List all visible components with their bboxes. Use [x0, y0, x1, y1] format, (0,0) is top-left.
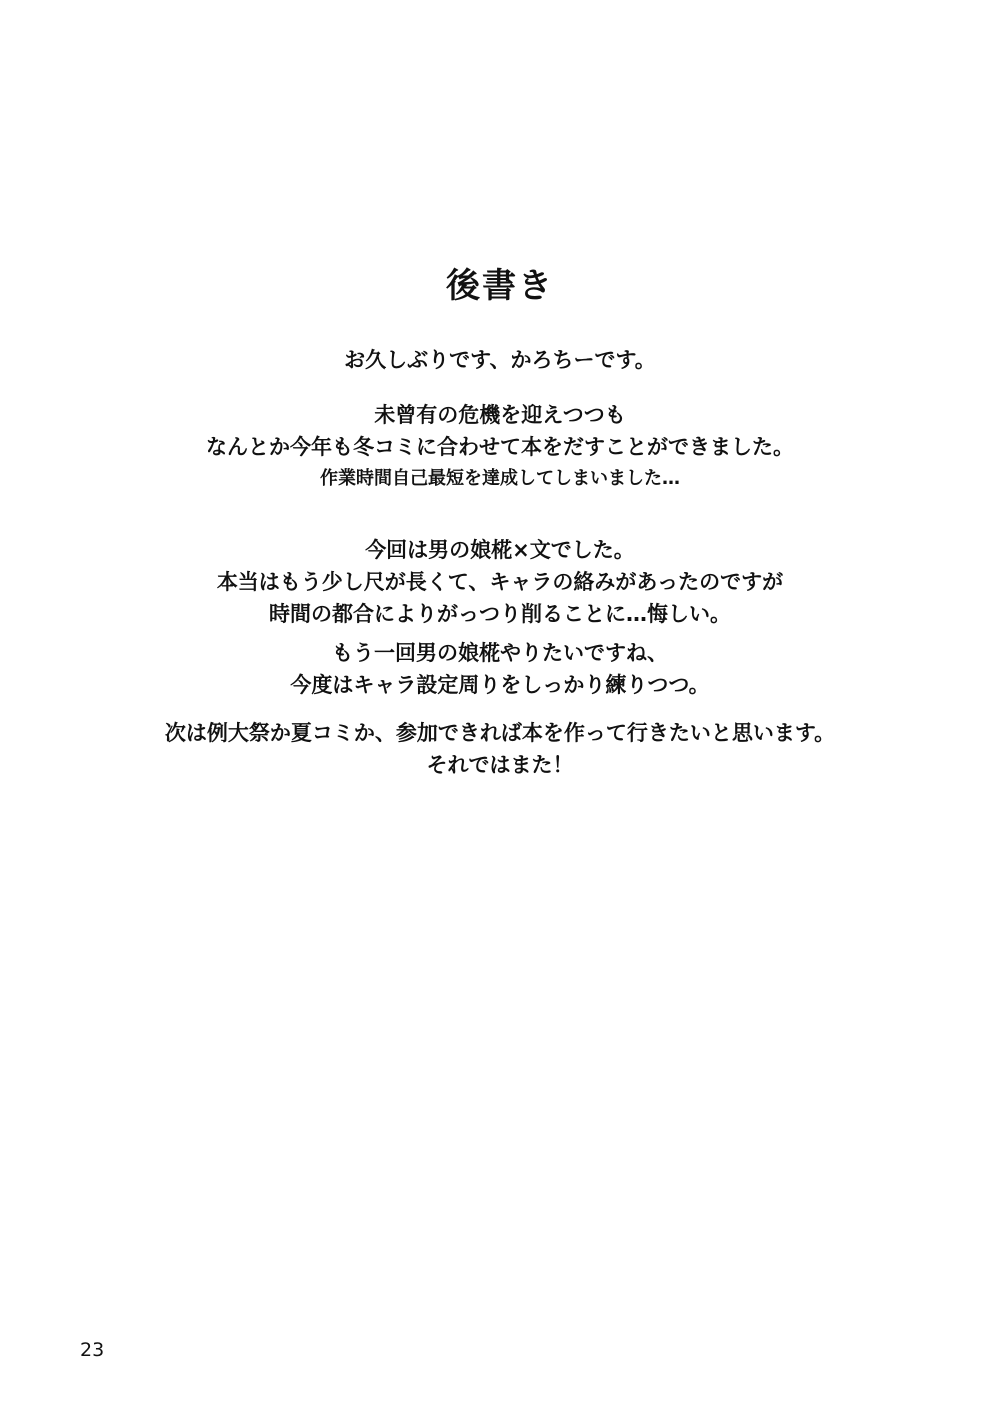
text-line: 時間の都合によりがっつり削ることに…悔しい。	[269, 602, 731, 626]
paragraph-release	[0, 399, 1000, 495]
paragraph-greeting	[0, 344, 1000, 376]
text-line: 今度はキャラ設定周りをしっかり練りつつ。	[290, 673, 710, 697]
text-line: 今回は男の娘椛×文でした。	[365, 538, 635, 562]
page-title: 後書き	[446, 266, 554, 306]
text-line: 本当はもう少し尺が長くて、キャラの絡みがあったのですが	[216, 570, 784, 594]
text-line: それではまた！	[426, 753, 574, 777]
text-line: もう一回男の娘椛やりたいですね、	[332, 641, 668, 665]
text-line: 次は例大祭か夏コミか、参加できれば本を作って行きたいと思います。	[164, 721, 836, 745]
paragraph-content	[0, 534, 1000, 630]
text-line: 作業時間自己最短を達成してしまいました…	[320, 468, 680, 489]
paragraph-wish	[0, 637, 1000, 701]
text-line: お久しぶりです、かろちーです。	[344, 348, 656, 372]
text-line: なんとか今年も冬コミに合わせて本をだすことができました。	[206, 435, 794, 459]
paragraph-closing	[0, 717, 1000, 781]
page-number: 23	[80, 1339, 105, 1361]
text-line: 未曾有の危機を迎えつつも	[374, 403, 626, 427]
